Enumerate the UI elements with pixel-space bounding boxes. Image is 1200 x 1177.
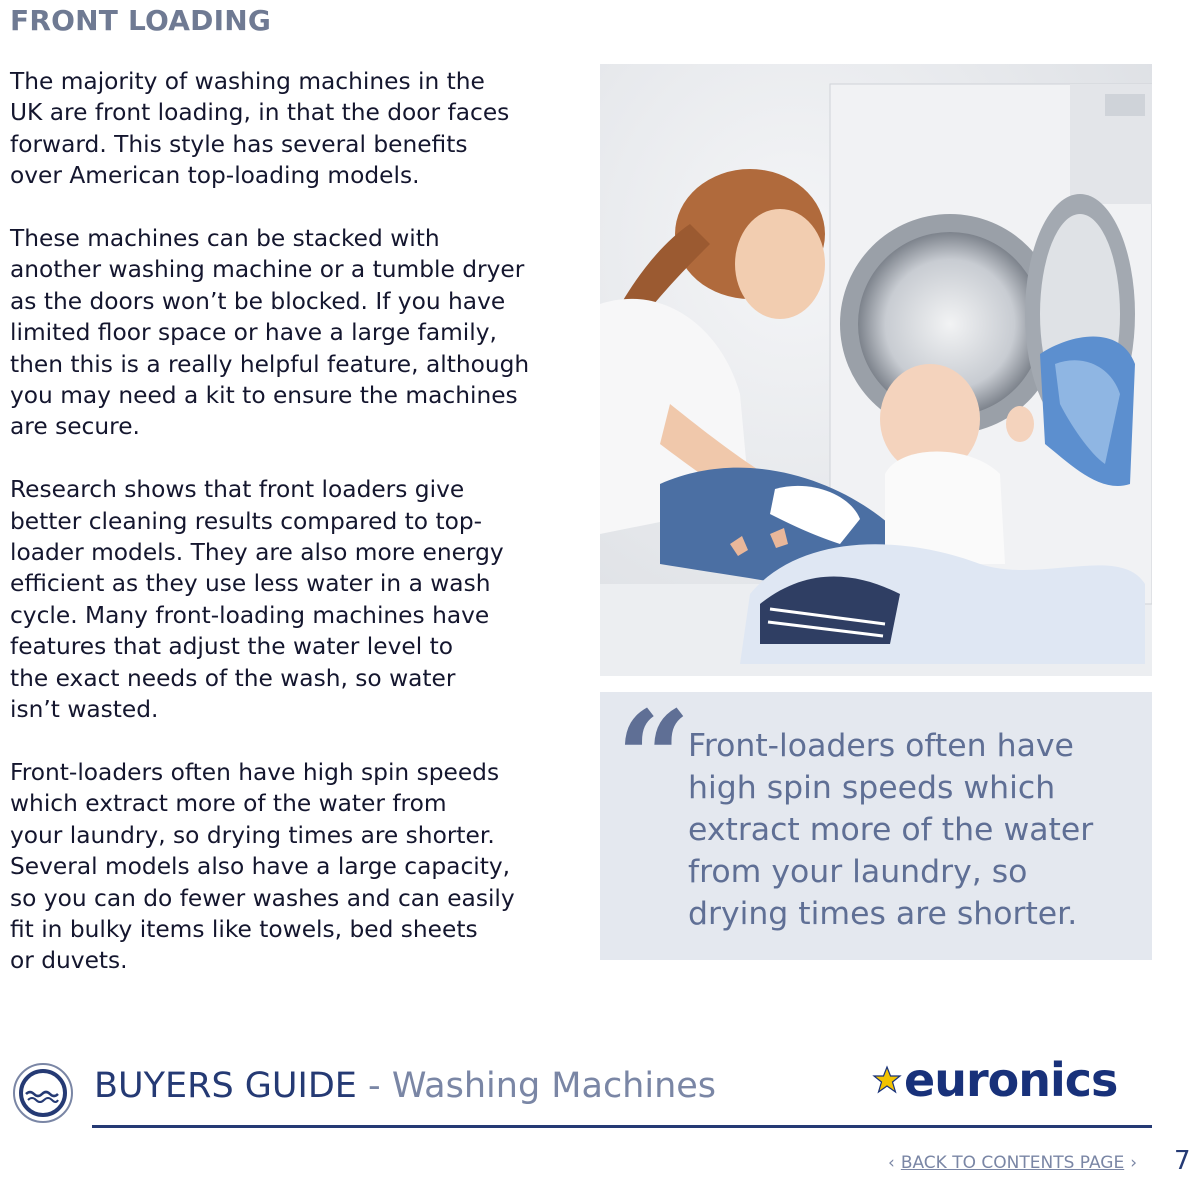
page-heading: FRONT LOADING (10, 4, 272, 37)
paragraph-1: The majority of washing machines in the UK are front loading, in that the door faces forward. This style has several benefits over American top-loading models. (10, 68, 510, 190)
brand-name: euronics (904, 1053, 1118, 1107)
euronics-logo (872, 1053, 1117, 1107)
star-icon (872, 1065, 902, 1095)
washing-drum-icon (12, 1062, 74, 1124)
paragraph-3: Research shows that front loaders give better cleaning results compared to top- loader models. They are also more energy efficient as they use less water in a wash cycle. Many front-loading machines have features that adjust the water level to the exact needs of the wash, so water isn’t wasted. (10, 476, 504, 724)
chevron-left-icon[interactable]: ‹ (888, 1153, 895, 1173)
footer-divider (92, 1125, 1152, 1128)
guide-title-separator: - (356, 1066, 392, 1106)
guide-title-sub: Washing Machines (391, 1066, 717, 1106)
paragraph-2: These machines can be stacked with another washing machine or a tumble dryer as the doors won’t be blocked. If you have limited floor space or have a large family, then this is a really helpful feature, although you may need a kit to ensure the machines are secure. (10, 225, 530, 441)
pull-quote (600, 682, 1152, 960)
page-number: 7 (1174, 1146, 1191, 1176)
buyers-guide-title (94, 1062, 716, 1110)
back-to-contents-label[interactable]: BACK TO CONTENTS PAGE (900, 1153, 1125, 1173)
pull-quote-text: Front-loaders often have high spin speeds which extract more of the water from your laundry, so drying times are shorter. (688, 728, 1094, 932)
paragraph-4: Front-loaders often have high spin speeds which extract more of the water from your laundry, so drying times are shorter. Several models also have a large capacity, so you can do fewer washes and can easily fit in bulky items like towels, bed sheets or duvets. (10, 758, 515, 975)
guide-title-main: BUYERS GUIDE (94, 1066, 357, 1106)
quote-mark-icon: “ (616, 682, 691, 835)
article-body (10, 66, 585, 1008)
back-to-contents-link[interactable] (888, 1153, 1137, 1173)
mother-baby-washing-machine-photo (600, 64, 1152, 676)
chevron-right-icon[interactable]: › (1130, 1153, 1138, 1173)
